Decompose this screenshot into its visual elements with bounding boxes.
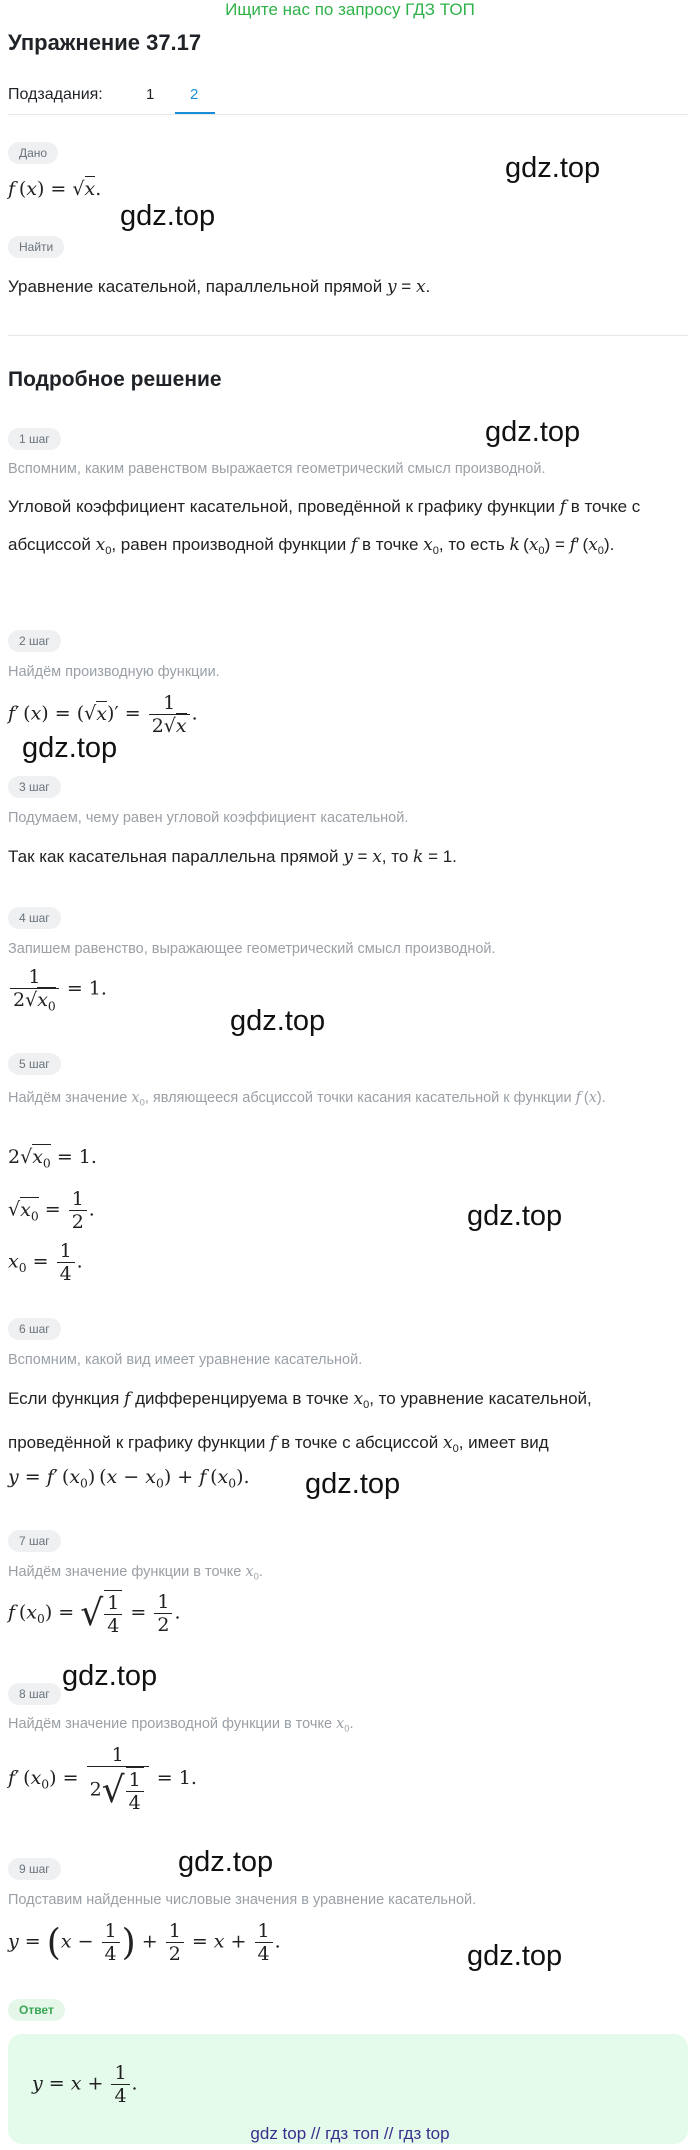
- step-text: Если функция f дифференцируема в точке $x_0$, то уравнение касательной, проведённой к графику функции f в точке с абсциссой $x_0$, имеет вид: [8, 1389, 592, 1455]
- step-badge: 2 шаг: [8, 630, 61, 652]
- step-hint: Найдём значение $x_0$, являющееся абсциссой точки касания касательной к функции f (x).: [8, 1090, 606, 1108]
- subtasks-bar: [8, 84, 688, 115]
- step-formula: $\frac{1}{2√x_0}$ = 1.: [8, 966, 107, 1013]
- watermark: gdz.top: [62, 1660, 158, 1692]
- step-badge: 5 шаг: [8, 1053, 61, 1075]
- step-formula: f′ $(x_0)$ = 1 2√ $\frac{1}{4}$ = 1.: [8, 1744, 197, 1814]
- step-formula: $2√x_0 = 1$.: [8, 1146, 97, 1171]
- step-hint: Найдём производную функции.: [8, 664, 220, 680]
- section-divider: [8, 335, 688, 336]
- watermark: gdz.top: [305, 1468, 401, 1500]
- find-text: Уравнение касательной, параллельной прямой y = x.: [8, 277, 431, 297]
- watermark: gdz.top: [467, 1200, 563, 1232]
- watermark: gdz.top: [485, 416, 581, 448]
- step-hint: Найдём значение производной функции в точке $x_0$.: [8, 1716, 354, 1734]
- step-formula: y = f′ $(x_0) (x - x_0) + f$ $(x_0)$.: [8, 1466, 250, 1491]
- step-badge: 9 шаг: [8, 1858, 61, 1880]
- step-hint: Вспомним, каким равенством выражается геометрический смысл производной.: [8, 461, 546, 477]
- subtasks-label: Подзадания:: [8, 86, 103, 103]
- watermark: gdz.top: [22, 732, 118, 764]
- step-badge: 8 шаг: [8, 1683, 61, 1705]
- solution-title: Подробное решение: [8, 368, 222, 391]
- page-title: Упражнение 37.17: [8, 30, 202, 55]
- watermark: gdz.top: [505, 152, 601, 184]
- tab-subtask-1[interactable]: 1: [146, 86, 155, 103]
- step-hint: Запишем равенство, выражающее геометрический смысл производной.: [8, 941, 496, 957]
- step-formula: f′ (x) = (√x)′ = $\frac{1}{2√x}$ .: [8, 692, 198, 737]
- search-banner: Ищите нас по запросу ГДЗ ТОП: [225, 0, 475, 19]
- answer-badge: Ответ: [8, 1999, 65, 2021]
- tab-subtask-2[interactable]: 2: [190, 86, 199, 103]
- step-hint: Найдём значение функции в точке $x_0$.: [8, 1564, 263, 1582]
- step-text: Так как касательная параллельна прямой y = x, то k = 1.: [8, 847, 457, 867]
- step-formula: y = (x − $\frac{1}{4}$ ) + $\frac{1}{2}$ = x + $\frac{1}{4}$ .: [8, 1920, 281, 1965]
- watermark: gdz.top: [178, 1846, 274, 1878]
- step-badge: 7 шаг: [8, 1530, 61, 1552]
- step-formula: $x_0$ = $\frac{1}{4}$ .: [8, 1240, 83, 1285]
- step-badge: 3 шаг: [8, 776, 61, 798]
- step-hint: Подумаем, чему равен угловой коэффициент касательной.: [8, 810, 409, 826]
- watermark: gdz.top: [120, 200, 216, 232]
- step-badge: 4 шаг: [8, 907, 61, 929]
- step-badge: 6 шаг: [8, 1318, 61, 1340]
- step-formula: f $(x_0)$ = √ $\frac{1}{4}$ = $\frac{1}{2}$ .: [8, 1591, 181, 1637]
- active-tab-indicator: [175, 112, 215, 114]
- footer-links[interactable]: gdz top // гдз топ // гдз top: [250, 2124, 450, 2143]
- watermark: gdz.top: [230, 1005, 326, 1037]
- given-badge: Дано: [8, 142, 58, 164]
- step-hint: Вспомним, какой вид имеет уравнение касательной.: [8, 1352, 363, 1368]
- step-text: Угловой коэффициент касательной, проведённой к графику функции f в точке с абсциссой $x_0$, равен производной функции f в точке $x_0$, то есть k $(x_0) = f'$ $(x_0)$.: [8, 497, 641, 557]
- find-badge: Найти: [8, 236, 64, 258]
- given-formula: f (x) = √x.: [8, 178, 102, 200]
- step-formula: $√x_0$ = $\frac{1}{2}$ .: [8, 1188, 95, 1233]
- step-hint: Подставим найденные числовые значения в уравнение касательной.: [8, 1892, 477, 1908]
- answer-formula: y = x + $\frac{1}{4}$ .: [32, 2062, 138, 2107]
- watermark: gdz.top: [467, 1940, 563, 1972]
- step-badge: 1 шаг: [8, 428, 61, 450]
